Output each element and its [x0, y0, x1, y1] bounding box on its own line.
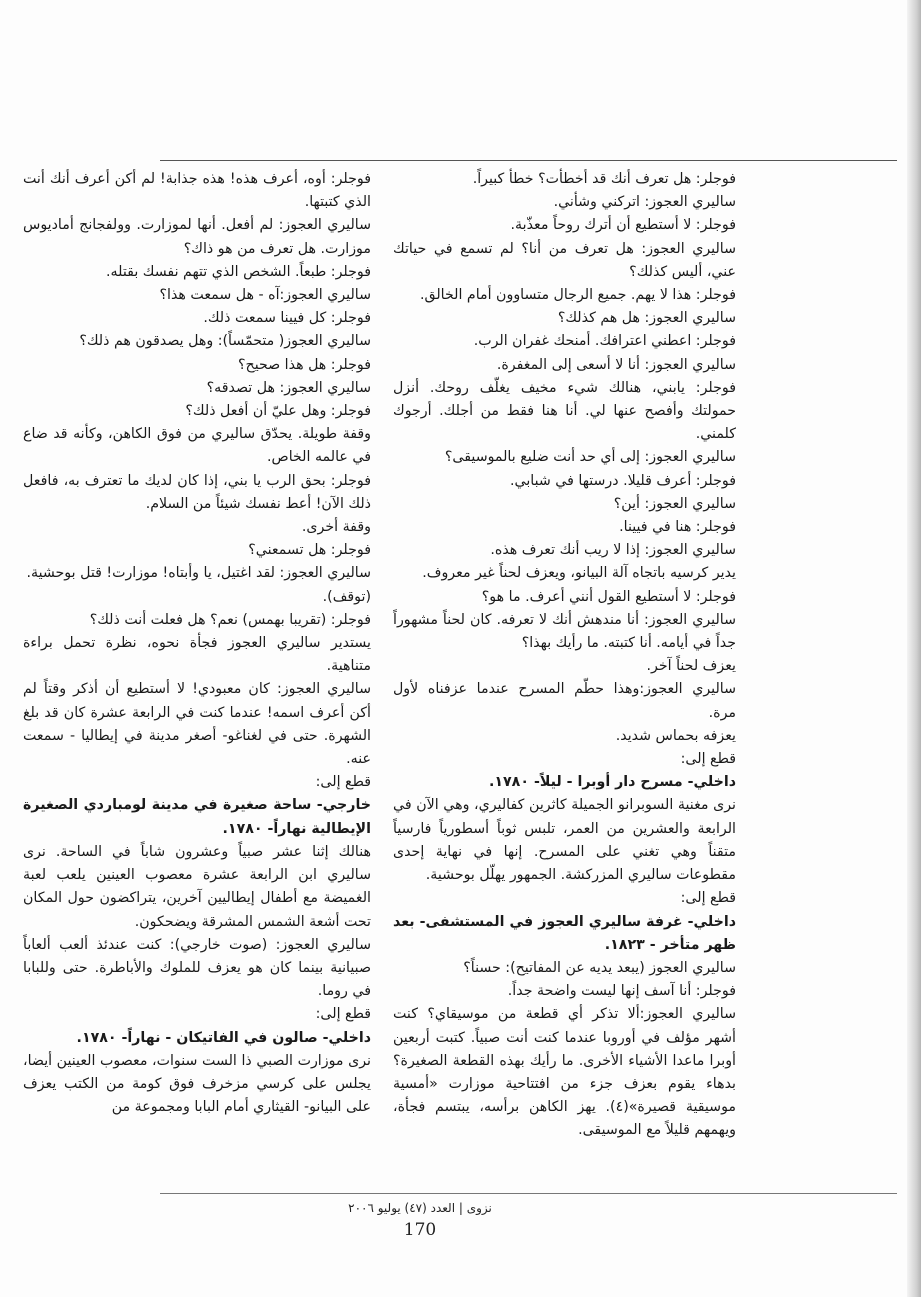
paragraph: وقفة أخرى.	[301, 519, 371, 536]
paragraph: فوجلر: أنا آسف إنها ليست واضحة جداً.	[507, 983, 736, 1000]
paragraph: ساليري العجوز: كان معبودي! لا أستطيع أن أذكر وقتاً لم أكن أعرف اسمه! عندما كنت في الرابعة عشرة كان قد بلغ الشهرة. حتى في لغناغو- أصغر مدينة في إيطاليا - سمعت عنه.	[23, 681, 371, 768]
paragraph: فوجلر: هل هذا صحيح؟	[238, 356, 371, 373]
paragraph: ساليري العجوز: هل هم كذلك؟	[557, 310, 736, 327]
paragraph: ساليري العجوز( متحمّساً): وهل يصدقون هم ذلك؟	[79, 333, 371, 350]
paragraph: فوجلر: طبعاً. الشخص الذي تتهم نفسك بقتله.	[106, 263, 371, 280]
paragraph: فوجلر: (تقريبا بهمس) نعم؟ هل فعلت أنت ذلك؟	[89, 611, 371, 628]
page-number: 170	[403, 1220, 437, 1240]
paragraph: قطع إلى:	[680, 890, 736, 907]
paragraph: ساليري العجوز: إلى أي حد أنت ضليع بالموسيقى؟	[444, 449, 736, 466]
left-text-column	[23, 168, 371, 1188]
paragraph: ساليري العجوز: (صوت خارجي): كنت عندئذ ألعب ألعاباً صبيانية بينما كان هو يعزف للملوك والأباطرة. حتى وللبابا في روما.	[23, 936, 371, 1000]
paragraph: فوجلر: هل تعرف أنك قد أخطأت؟ خطأً كبيراً.	[472, 171, 736, 187]
paragraph: قطع إلى:	[680, 751, 736, 768]
paragraph: ساليري العجوز: أنا مندهش أنك لا تعرفه. كان لحناً مشهوراً جداً في أيامه. أنا كتبته. ما رأيك بهذا؟	[393, 611, 736, 652]
paragraph: فوجلر: لا أستطيع القول أنني أعرف. ما هو؟	[481, 588, 736, 605]
paragraph: نرى موزارت الصبي ذا الست سنوات، معصوب العينين أيضا، يجلس على كرسي مزخرف فوق كومة من الكتب يعزف على البيانو- القيثاري أمام البابا ومجموعة من	[23, 1052, 371, 1116]
footer-rule	[160, 1193, 897, 1194]
paragraph: فوجلر: هنا في فيينا.	[619, 519, 736, 536]
paragraph: فوجلر: أعرف قليلا. درستها في شبابي.	[510, 472, 736, 489]
paragraph: فوجلر: لا أستطيع أن أترك روحاً معذّبة.	[510, 217, 736, 234]
paragraph: يستدير ساليري العجوز فجأة نحوه، نظرة تحمل براءة متناهية.	[23, 635, 371, 675]
paragraph: ساليري العجوز: اتركني وشأني.	[553, 194, 736, 211]
paragraph: ساليري العجوز: أين؟	[613, 495, 736, 512]
paragraph: قطع إلى:	[315, 1006, 371, 1023]
paragraph: ساليري العجوز:ألا تذكر أي قطعة من موسيقاي؟ كنت أشهر مؤلف في أوروبا عندما كنت أنت صبياً. كتبت أربعين أوبرا ماعدا الأشياء الأخرى. ما رأيك بهذه القطعة الصغيرة؟ بدهاء يقوم بعزف جزء من افتتاحية موزارت «أمسية موسيقية قصيرة»(٤). يهز الكاهن برأسه، يبتسم فجأة، ويهمهم قليلاً مع الموسيقى.	[393, 1006, 736, 1139]
paragraph: ساليري العجوز: أنا لا أسعى إلى المغفرة.	[496, 356, 736, 373]
paragraph: وقفة طويلة. يحدّق ساليري من فوق الكاهن، وكأنه قد ضاع في عالمه الخاص.	[23, 426, 371, 466]
paragraph: (توقف).	[322, 588, 371, 605]
page-edge-shadow	[907, 0, 921, 1297]
right-text-column	[393, 168, 736, 1188]
paragraph: ساليري العجوز (يبعد يديه عن المفاتيح): حسناً؟	[463, 959, 736, 976]
paragraph: فوجلر: يابني، هنالك شيء مخيف يغلّف روحك. أنزل حمولتك وأفصح عنها لي. أنا هنا فقط من أجلك. أرجوك كلمني.	[393, 379, 736, 443]
paragraph: يعزفه بحماس شديد.	[615, 727, 736, 744]
scene-heading: خارجي- ساحة صغيرة في مدينة لومباردي الصغيرة الإيطالية نهاراً- ١٧٨٠.	[23, 797, 371, 837]
paragraph: ساليري العجوز: لم أفعل. أنها لموزارت. وولفجانج أماديوس موزارت. هل تعرف من هو ذاك؟	[23, 217, 371, 257]
paragraph: فوجلر: هذا لا يهم. جميع الرجال متساوون أمام الخالق.	[419, 287, 736, 304]
paragraph: فوجلر: وهل عليّ أن أفعل ذلك؟	[185, 403, 371, 420]
paragraph: فوجلر: أوه، أعرف هذه! هذه جذابة! لم أكن أعرف أنك أنت الذي كتبتها.	[23, 171, 371, 211]
paragraph: فوجلر: هل تسمعني؟	[248, 542, 371, 559]
paragraph: فوجلر: بحق الرب يا بني، إذا كان لديك ما تعترف به، فافعل ذلك الآن! أعط نفسك شيئاً من السلام.	[23, 472, 371, 512]
paragraph: فوجلر: كل فيينا سمعت ذلك.	[203, 310, 371, 327]
paragraph: يدير كرسيه باتجاه آلة البيانو، ويعزف لحناً غير معروف.	[422, 565, 736, 582]
scene-heading: داخلي- مسرح دار أوبرا - ليلاً- ١٧٨٠.	[488, 774, 736, 791]
paragraph: ساليري العجوز: هل تصدقه؟	[206, 379, 371, 396]
scene-heading: داخلي- صالون في الفاتيكان - نهاراً- ١٧٨٠.	[76, 1029, 371, 1046]
paragraph: ساليري العجوز: هل تعرف من أنا؟ لم تسمع في حياتك عني، أليس كذلك؟	[393, 240, 736, 280]
paragraph: فوجلر: اعطني اعترافك. أمنحك غفران الرب.	[473, 333, 736, 350]
paragraph: ساليري العجوز:آه - هل سمعت هذا؟	[159, 287, 371, 304]
footer-issue-line: نزوى | العدد (٤٧) يوليو ٢٠٠٦	[348, 1201, 492, 1215]
paragraph: هنالك إثنا عشر صبياً وعشرون شاباً في الساحة. نرى ساليري ابن الرابعة عشرة معصوب العينين يلعب لعبة الغميضة مع أطفال إيطاليين آخرين، يتراكضون حول المكان تحت أشعة الشمس المشرقة ويضحكون.	[23, 843, 371, 930]
paragraph: ساليري العجوز:وهذا حطّم المسرح عندما عزفناه لأول مرة.	[393, 681, 736, 721]
paragraph: ساليري العجوز: لقد اغتيل، يا وأبتاه! موزارت! قتل بوحشية.	[26, 565, 371, 582]
header-rule	[160, 160, 897, 161]
paragraph: قطع إلى:	[315, 774, 371, 791]
paragraph: نرى مغنية السوبرانو الجميلة كاثرين كفاليري، وهي الآن في الرابعة والعشرين من العمر، تلبس ثوباً أسطورياً فارسياً متقناً وهي تغني على المسرح. إنها في نهاية إحدى مقطوعات ساليري المزركشة. الجمهور يهلّل بوحشية.	[393, 797, 736, 884]
paragraph: ساليري العجوز: إذا لا ريب أنك تعرف هذه.	[490, 542, 736, 559]
paragraph: يعزف لحناً آخر.	[646, 658, 736, 675]
scene-heading: داخلي- غرفة ساليري العجوز في المستشفى- بعد ظهر متأخر - ١٨٢٣.	[393, 913, 736, 953]
